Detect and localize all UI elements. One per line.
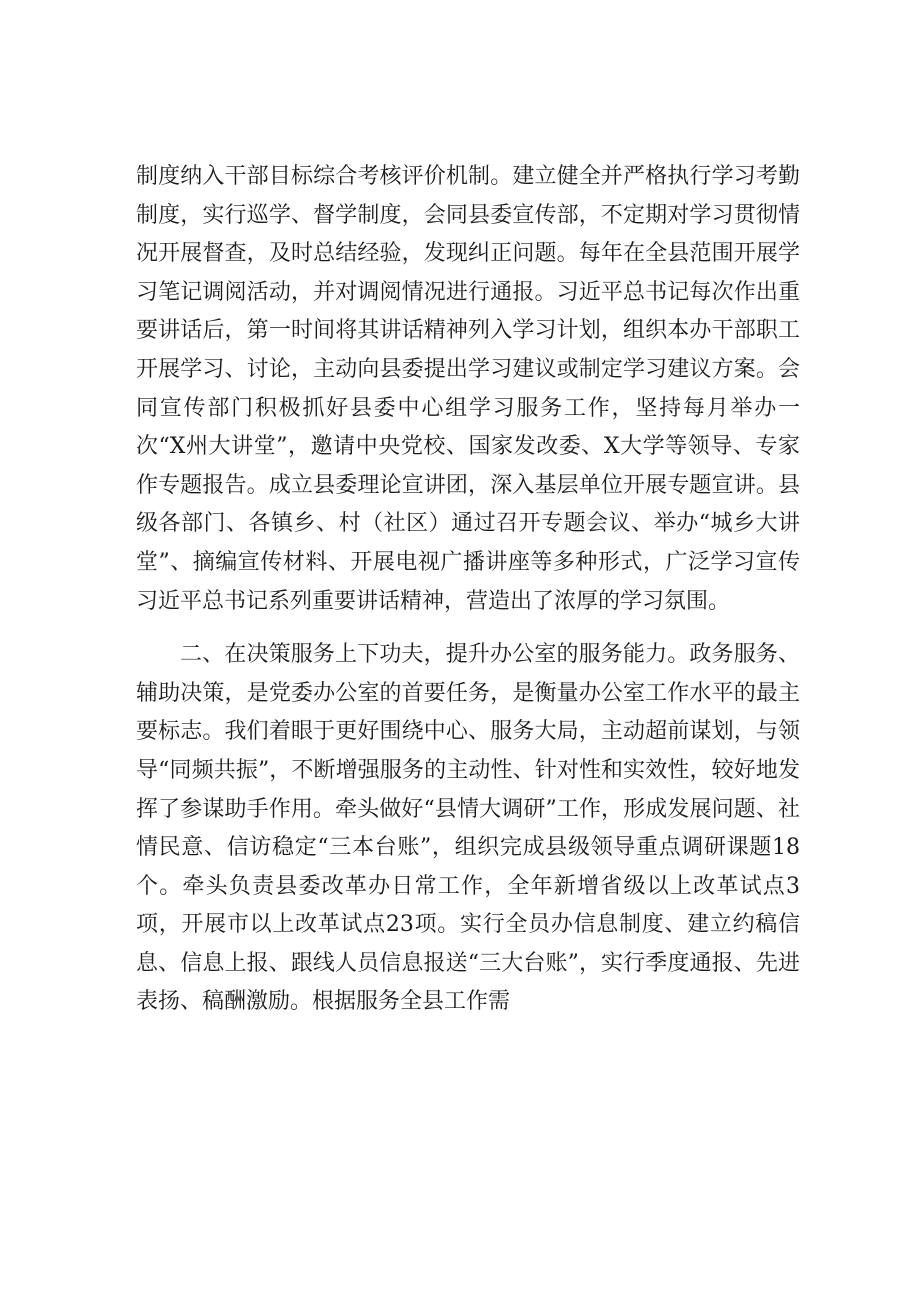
paragraph-study-system: 制度纳入干部目标综合考核评价机制。建立健全并严格执行学习考勤制度，实行巡学、督学制度，会同县委宣传部，不定期对学习贯彻情况开展督查，及时总结经验，发现纠正问题。每年在全县范围开展学习笔记调阅活动，并对调阅情况进行通报。习近平总书记每次作出重要讲话后，第一时间将其讲话精神列入学习计划，组织本办干部职工开展学习、讨论，主动向县委提出学习建议或制定学习建议方案。会同宣传部门积极抓好县委中心组学习服务工作，坚持每月举办一次“X州大讲堂”，邀请中央党校、国家发改委、X大学等领导、专家作专题报告。成立县委理论宣讲团，深入基层单位开展专题宣讲。县级各部门、各镇乡、村（社区）通过召开专题会议、举办“城乡大讲堂”、摘编宣传材料、开展电视广播讲座等多种形式，广泛学习宣传习近平总书记系列重要讲话精神，营造出了浓厚的学习氛围。	[136, 164, 800, 614]
document-body	[136, 158, 800, 1022]
paragraph-decision-service: 二、在决策服务上下功夫，提升办公室的服务能力。政务服务、辅助决策，是党委办公室的首要任务，是衡量办公室工作水平的最主要标志。我们着眼于更好围绕中心、服务大局，主动超前谋划，与领导“同频共振”，不断增强服务的主动性、针对性和实效性，较好地发挥了参谋助手作用。牵头做好“县情大调研”工作，形成发展问题、社情民意、信访稳定“三本台账”，组织完成县级领导重点调研课题18个。牵头负责县委改革办日常工作，全年新增省级以上改革试点3项，开展市以上改革试点23项。实行全员办信息制度、建立约稿信息、信息上报、跟线人员信息报送“三大台账”，实行季度通报、先进表扬、稿酬激励。根据服务全县工作需	[136, 642, 800, 1015]
